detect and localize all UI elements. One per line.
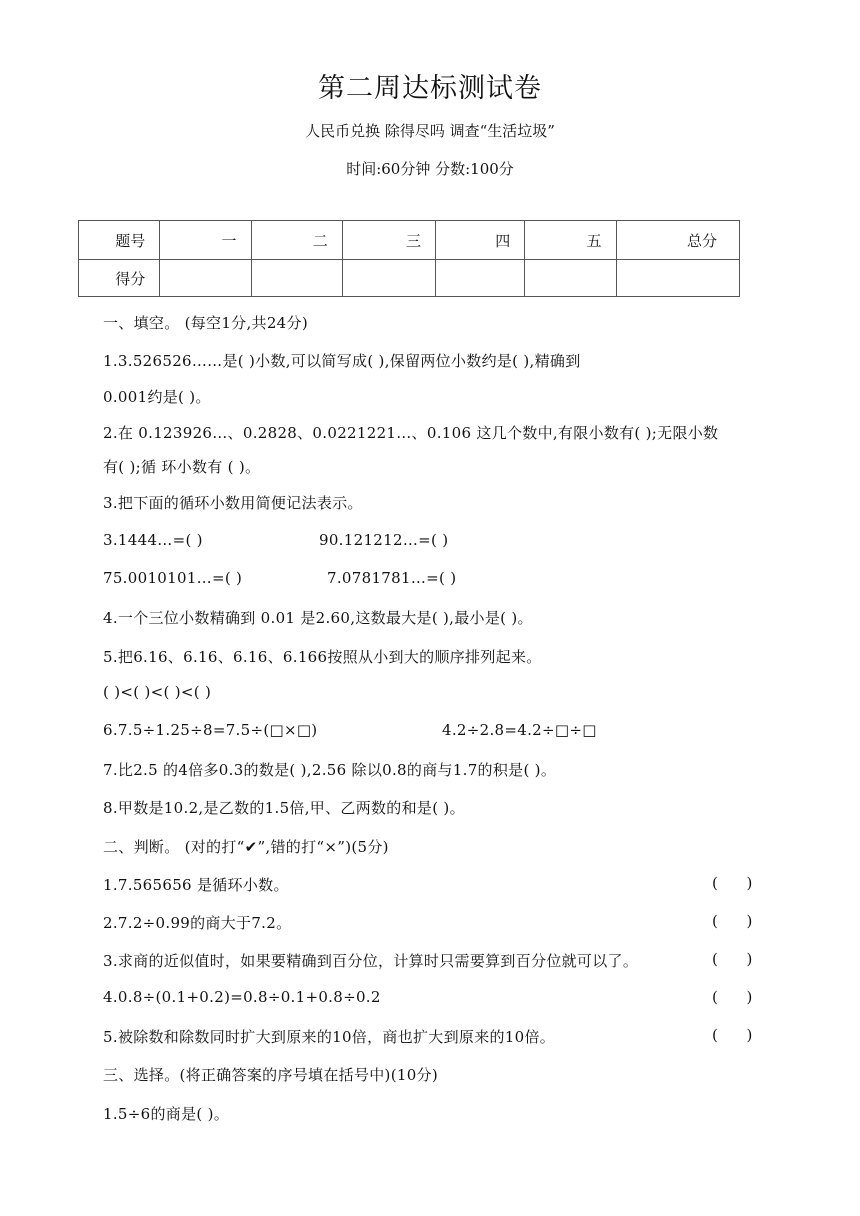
score-cell: 五: [525, 221, 616, 260]
page-subtitle: 人民币兑换 除得尽吗 调查“生活垃圾”: [305, 122, 555, 140]
section3-heading: 三、选择。(将正确答案的序号填在括号中)(10分): [103, 1066, 438, 1084]
score-cell: 总分: [616, 221, 739, 260]
time-score-line: 时间:60分钟 分数:100分: [346, 160, 514, 178]
question-2-line2: 有( );循 环小数有 ( )。: [103, 458, 261, 476]
score-table-header-row: [79, 221, 740, 260]
question-3-c: 75.0010101…=( ): [103, 569, 243, 587]
score-input-cell[interactable]: [616, 260, 739, 297]
question-5: 5.把6.16、6.16、6.16、6.166按照从小到大的顺序排列起来。: [103, 648, 542, 666]
score-input-cell[interactable]: [342, 260, 435, 297]
section2-heading: 二、判断。 (对的打“✔”,错的打“×”)(5分): [103, 838, 389, 856]
score-input-cell[interactable]: [436, 260, 525, 297]
judge-answer-2[interactable]: ( ): [712, 912, 753, 930]
score-cell: 题号: [79, 221, 160, 260]
question-3: 3.把下面的循环小数用简便记法表示。: [103, 494, 363, 512]
question-6-b: 4.2÷2.8=4.2÷□÷□: [442, 721, 597, 739]
question-1-line2: 0.001约是( )。: [103, 388, 211, 406]
question-6-a: 6.7.5÷1.25÷8=7.5÷(□×□): [103, 721, 318, 739]
judge-answer-4[interactable]: ( ): [712, 988, 753, 1006]
question-3-d: 7.0781781…=( ): [327, 569, 457, 587]
score-cell: 三: [342, 221, 435, 260]
score-input-cell[interactable]: [160, 260, 251, 297]
judge-item-5: 5.被除数和除数同时扩大到原来的10倍，商也扩大到原来的10倍。: [103, 1028, 556, 1046]
question-2-line1: 2.在 0.123926…、0.2828、0.0221221…、0.106 这几个数中,有限小数有( );无限小数: [103, 424, 719, 442]
judge-item-4: 4.0.8÷(0.1+0.2)=0.8÷0.1+0.8÷0.2: [103, 988, 381, 1006]
judge-answer-3[interactable]: ( ): [712, 950, 753, 968]
question-3-b: 90.121212…=( ): [319, 531, 449, 549]
question-7: 7.比2.5 的4倍多0.3的数是( ),2.56 除以0.8的商与1.7的积是( )。: [103, 761, 557, 779]
question-8: 8.甲数是10.2,是乙数的1.5倍,甲、乙两数的和是( )。: [103, 799, 465, 817]
question-1-line1: 1.3.526526……是( )小数,可以简写成( ),保留两位小数约是( ),精确到: [103, 352, 581, 370]
score-cell: 四: [436, 221, 525, 260]
page-title: 第二周达标测试卷: [318, 73, 542, 104]
section1-heading: 一、填空。 (每空1分,共24分): [103, 314, 308, 332]
judge-answer-5[interactable]: ( ): [712, 1026, 753, 1044]
judge-item-3: 3.求商的近似值时，如果要精确到百分位，计算时只需要算到百分位就可以了。: [103, 952, 639, 970]
question-3-a: 3.1444…=( ): [103, 531, 203, 549]
score-cell: 二: [251, 221, 342, 260]
score-table: [78, 220, 740, 297]
score-input-cell[interactable]: [525, 260, 616, 297]
score-table-score-row: [79, 260, 740, 297]
score-input-cell[interactable]: [251, 260, 342, 297]
choice-question-1: 1.5÷6的商是( )。: [103, 1105, 230, 1123]
score-label-cell: 得分: [79, 260, 160, 297]
score-cell: 一: [160, 221, 251, 260]
judge-item-1: 1.7.565656 是循环小数。: [103, 876, 289, 894]
question-5-blanks: ( )<( )<( )<( ): [103, 683, 212, 701]
question-4: 4.一个三位小数精确到 0.01 是2.60,这数最大是( ),最小是( )。: [103, 609, 533, 627]
judge-item-2: 2.7.2÷0.99的商大于7.2。: [103, 914, 292, 932]
judge-answer-1[interactable]: ( ): [712, 874, 753, 892]
